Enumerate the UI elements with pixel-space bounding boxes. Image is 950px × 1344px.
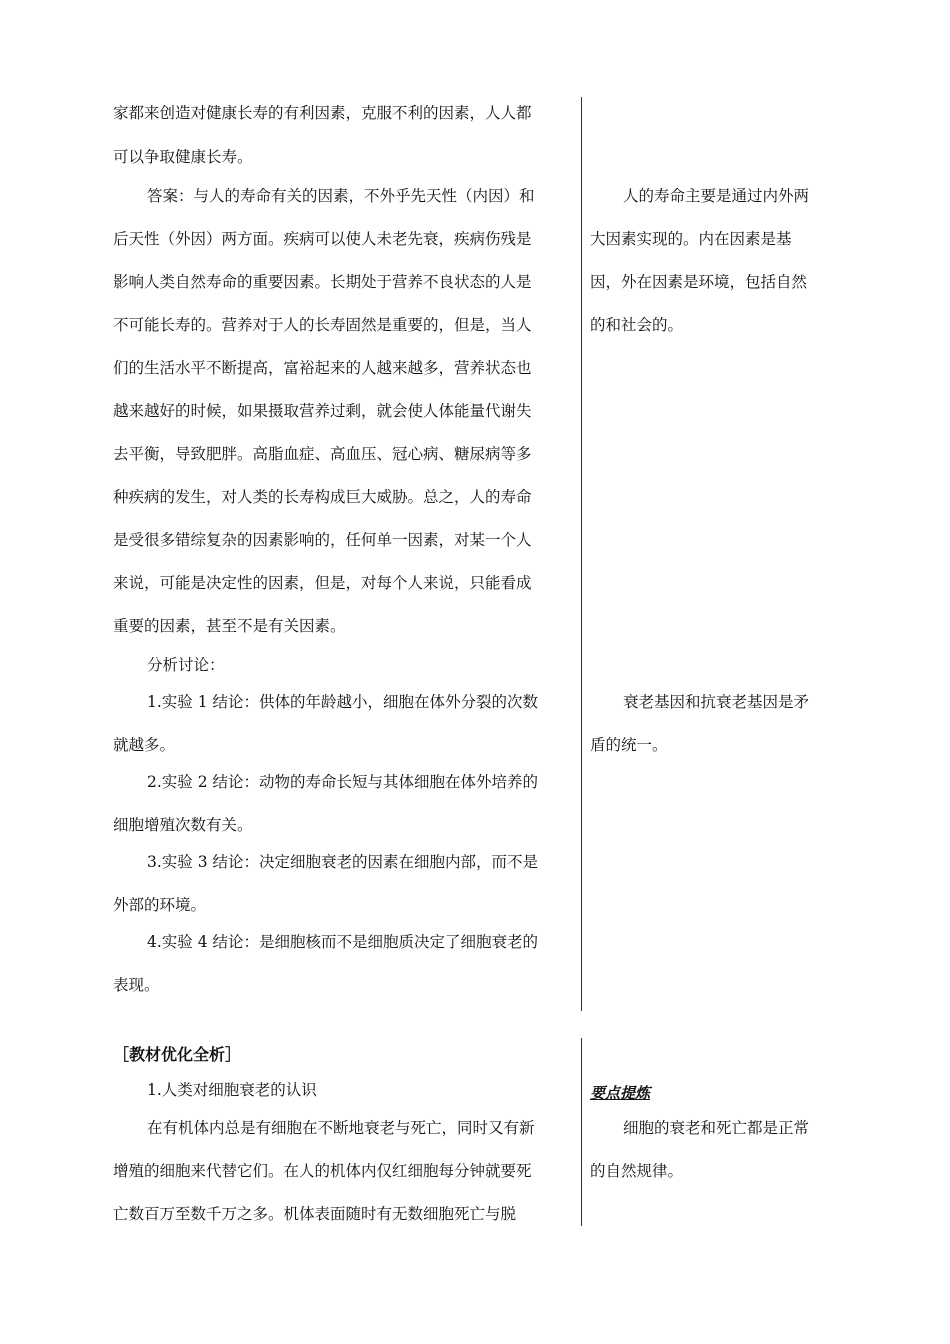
text-line: 重要的因素，甚至不是有关因素。 [113, 617, 346, 635]
text-line: 可以争取健康长寿。 [113, 148, 253, 166]
text-line: 家都来创造对健康长寿的有利因素，克服不利的因素，人人都 [113, 104, 532, 122]
side-note-line: 大因素实现的。内在因素是基 [590, 230, 792, 248]
text-line: 去平衡，导致肥胖。高脂血症、高血压、冠心病、糖尿病等多 [113, 445, 532, 463]
side-note-line: 的和社会的。 [590, 316, 684, 334]
text-line: 影响人类自然寿命的重要因素。长期处于营养不良状态的人是 [113, 273, 532, 291]
side-note-line: 人的寿命主要是通过内外两 [623, 187, 810, 205]
text-line: 们的生活水平不断提高，富裕起来的人越来越多，营养状态也 [113, 359, 532, 377]
text-line: 后天性（外因）两方面。疾病可以使人未老先衰，疾病伤残是 [113, 230, 532, 248]
side-note-line: 细胞的衰老和死亡都是正常 [623, 1119, 810, 1137]
text-line: 是受很多错综复杂的因素影响的，任何单一因素，对某一个人 [113, 531, 532, 549]
text-line: 外部的环境。 [113, 896, 207, 914]
keypoint-title: 要点提炼 [590, 1084, 651, 1102]
side-note-line: 衰老基因和抗衰老基因是矛 [623, 693, 810, 711]
answer-paragraph-start: 答案：与人的寿命有关的因素，不外乎先天性（内因）和 [147, 187, 535, 205]
column-divider [581, 1038, 582, 1226]
text-line: 越来越好的时候，如果摄取营养过剩，就会使人体能量代谢失 [113, 402, 532, 420]
text-line: 表现。 [113, 976, 160, 994]
text-line: 来说，可能是决定性的因素，但是，对每个人来说，只能看成 [113, 574, 532, 592]
text-line: 增殖的细胞来代替它们。在人的机体内仅红细胞每分钟就要死 [113, 1162, 532, 1180]
text-line: 不可能长寿的。营养对于人的长寿固然是重要的，但是，当人 [113, 316, 532, 334]
conclusion-3: 3.实验 3 结论：决定细胞衰老的因素在细胞内部，而不是 [147, 853, 539, 871]
text-line: 亡数百万至数千万之多。机体表面随时有无数细胞死亡与脱 [113, 1205, 517, 1223]
subsection-title: 1.人类对细胞衰老的认识 [147, 1081, 317, 1099]
conclusion-2: 2.实验 2 结论：动物的寿命长短与其体细胞在体外培养的 [147, 773, 539, 791]
column-divider [581, 97, 582, 1011]
text-line: 就越多。 [113, 736, 176, 754]
text-line: 在有机体内总是有细胞在不断地衰老与死亡，同时又有新 [147, 1119, 535, 1137]
side-note-line: 盾的统一。 [590, 736, 668, 754]
text-line: 细胞增殖次数有关。 [113, 816, 253, 834]
side-note-line: 的自然规律。 [590, 1162, 684, 1180]
conclusion-4: 4.实验 4 结论：是细胞核而不是细胞质决定了细胞衰老的 [147, 933, 539, 951]
side-note-line: 因，外在因素是环境，包括自然 [590, 273, 808, 291]
conclusion-1: 1.实验 1 结论：供体的年龄越小，细胞在体外分裂的次数 [147, 693, 539, 711]
text-line: 种疾病的发生，对人类的长寿构成巨大威胁。总之，人的寿命 [113, 488, 532, 506]
section-heading: ［教材优化全析］ [113, 1045, 242, 1064]
analysis-heading: 分析讨论： [147, 656, 225, 674]
